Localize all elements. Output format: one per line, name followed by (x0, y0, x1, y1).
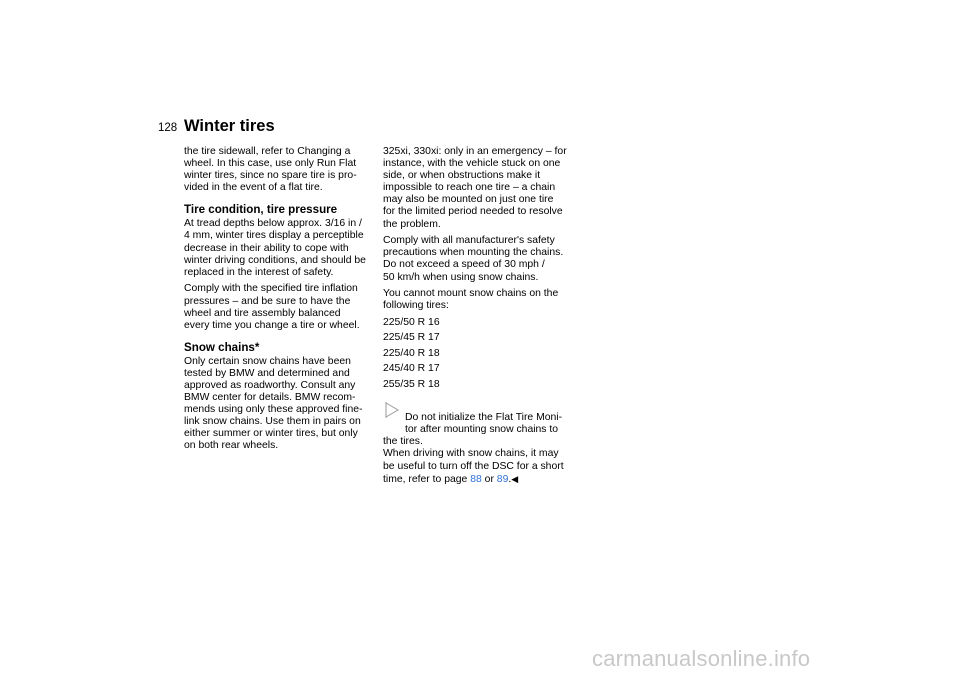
tread-depth-paragraph: At tread depths below approx. 3/16 in / 4 mm, winter tires display a perceptible decrease in their ability to cope with winter driving conditions, and should be replaced in the interest of safety. (184, 218, 366, 278)
page-88-link[interactable]: 88 (470, 473, 482, 485)
tire-condition-heading: Tire condition, tire pressure (184, 203, 338, 217)
watermark: carmanualsonline.info (592, 646, 811, 671)
end-mark-icon: ◀ (511, 473, 519, 484)
tire-size-item: 245/40 R 17 (383, 363, 440, 375)
page-title: Winter tires (184, 117, 275, 135)
tire-size-item: 225/45 R 17 (383, 332, 440, 344)
safety-paragraph: Comply with all manufacturer's safety precautions when mounting the chains. Do not exceed a speed of 30 mph / 50 km/h when using snow chains. (383, 235, 564, 283)
caution-triangle-icon (383, 401, 401, 419)
page-89-link[interactable]: 89 (496, 473, 509, 485)
note-text (383, 400, 579, 486)
intro-paragraph: the tire sidewall, refer to Changing a wheel. In this case, use only Run Flat winter tires, since no spare tire is pro- vided in the event of a flat tire. (184, 146, 357, 194)
snow-chains-paragraph: Only certain snow chains have been tested by BMW and determined and approved as roadworthy. Consult any BMW center for details. BMW recom- mends using only these approved fine- link snow chains. Use them in pairs on either summer or winter tires, but only on both rear wheels. (184, 355, 363, 452)
tire-size-item: 225/40 R 18 (383, 347, 440, 359)
cannot-mount-paragraph: You cannot mount snow chains on the following tires: (383, 288, 559, 312)
snow-chains-heading: Snow chains* (184, 340, 260, 354)
emergency-paragraph: 325xi, 330xi: only in an emergency – for instance, with the vehicle stuck on one side, or when obstructions make it impossible to reach one tire – a chain may also be mounted on just one tire for the limited period needed to resolve the problem. (383, 146, 567, 230)
left-column (184, 146, 379, 457)
note-or-text: or (481, 473, 497, 485)
caution-note (383, 400, 579, 486)
note-period: . (508, 473, 512, 485)
note-rest: the tires. When driving with snow chains, it may be useful to turn off the DSC for a short time, refer to page (383, 436, 564, 485)
right-column (383, 146, 579, 486)
note-first-lines: Do not initialize the Flat Tire Moni- tor after mounting snow chains to (405, 412, 563, 436)
tire-size-item: 255/35 R 18 (383, 378, 440, 390)
tire-size-item: 225/50 R 16 (383, 317, 440, 328)
inflation-paragraph: Comply with the specified tire inflation pressures – and be sure to have the wheel and tire assembly balanced every time you change a tire or wheel. (184, 283, 360, 331)
page-number: 128 (158, 122, 178, 134)
